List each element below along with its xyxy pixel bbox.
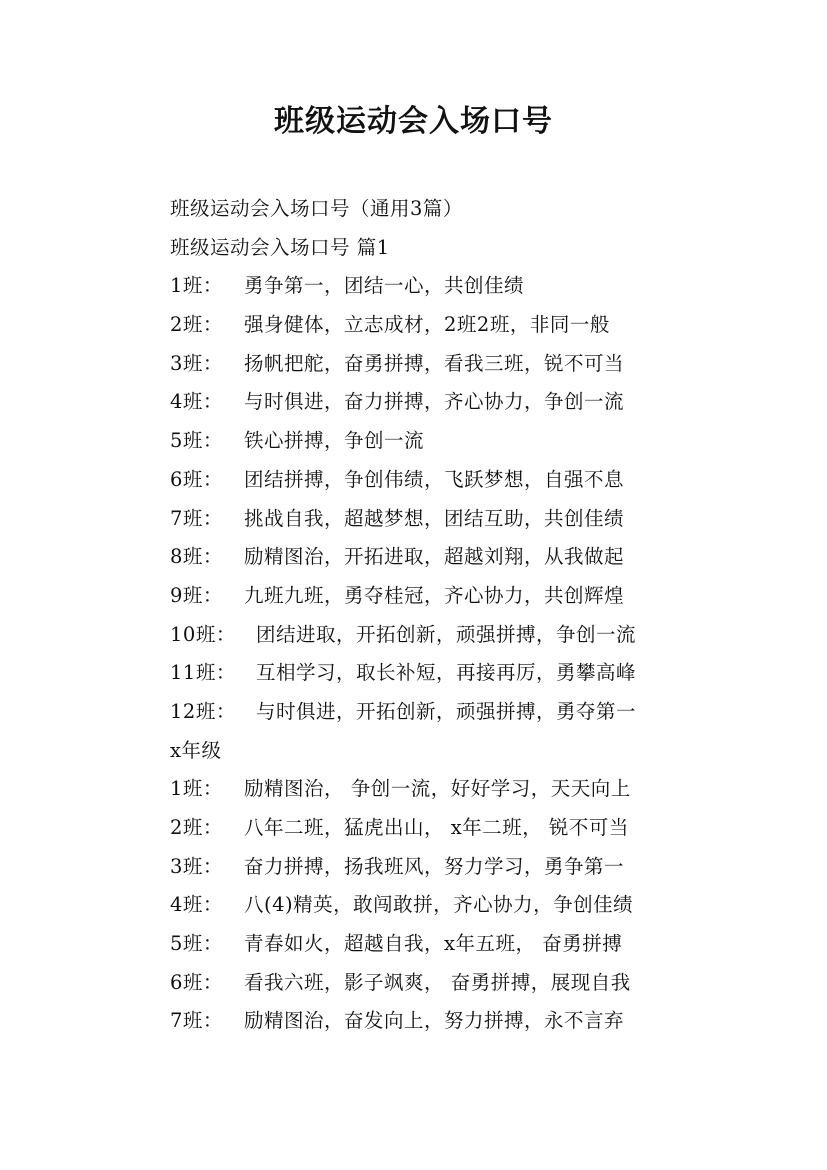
slogan-text: 八(4)精英，敢闯敢拼，齐心协力，争创佳绩	[244, 893, 634, 917]
slogan-text: 勇争第一，团结一心，共创佳绩	[244, 274, 525, 298]
class-label: 4班：	[170, 390, 223, 414]
slogan-line	[170, 538, 690, 577]
slogan-line	[170, 886, 690, 925]
slogan-line	[170, 422, 690, 461]
slogan-text: 与时俱进，开拓创新，顽强拼搏，勇夺第一	[256, 699, 637, 723]
class-label: 3班：	[170, 854, 223, 878]
class-label: 5班：	[170, 932, 223, 956]
slogan-line	[170, 267, 690, 306]
class-label: 2班：	[170, 816, 223, 839]
class-label: 2班：	[170, 313, 223, 337]
slogan-line	[170, 1002, 690, 1041]
slogan-line	[170, 693, 690, 732]
class-label: 7班：	[170, 1009, 223, 1033]
class-label: 9班：	[170, 583, 223, 607]
slogan-line	[170, 383, 690, 422]
slogan-text: 与时俱进，奋力拼搏，齐心协力，争创一流	[244, 390, 625, 414]
slogan-line	[170, 345, 690, 384]
slogan-text: 奋力拼搏，扬我班风，努力学习，勇争第一	[244, 854, 625, 878]
class-label: 1班：	[170, 777, 223, 801]
slogan-text: 青春如火，超越自我，x年五班， 奋勇拼搏	[244, 932, 623, 956]
slogan-text: 铁心拼搏，争创一流	[244, 429, 425, 453]
slogan-line	[170, 809, 690, 848]
slogan-line	[170, 500, 690, 539]
slogan-text: 励精图治，开拓进取，超越刘翔，从我做起	[244, 545, 625, 569]
slogan-line	[170, 964, 690, 1003]
slogan-line	[170, 770, 690, 809]
slogan-text: 扬帆把舵，奋勇拼搏，看我三班，锐不可当	[244, 351, 625, 375]
class-label: 5班：	[170, 429, 223, 453]
slogan-text: 八年二班，猛虎出山， x年二班， 锐不可当	[244, 816, 629, 839]
class-label: 3班：	[170, 351, 223, 375]
slogan-text: 九班九班，勇夺桂冠，齐心协力，共创辉煌	[244, 583, 625, 607]
document-body	[170, 190, 690, 1041]
class-label: 8班：	[170, 545, 223, 569]
class-label: 12班：	[170, 699, 236, 723]
intro-line: 班级运动会入场口号（通用3篇）	[170, 197, 463, 220]
slogan-text: 团结进取，开拓创新，顽强拼搏，争创一流	[256, 622, 637, 646]
slogan-line	[170, 848, 690, 887]
slogan-text: 团结拼搏，争创伟绩，飞跃梦想，自强不息	[244, 467, 625, 491]
slogan-text: 强身健体，立志成材，2班2班，非同一般	[244, 313, 610, 337]
class-label: 11班：	[170, 661, 236, 685]
slogan-line	[170, 306, 690, 345]
slogan-text: 励精图治， 争创一流，好好学习，天天向上	[244, 777, 631, 801]
slogan-text: 看我六班，影子飒爽， 奋勇拼搏，展现自我	[244, 970, 631, 994]
slogan-text: 互相学习，取长补短，再接再厉，勇攀高峰	[256, 661, 637, 685]
slogan-line	[170, 577, 690, 616]
grade-heading: x年级	[170, 738, 222, 762]
section-heading: 班级运动会入场口号 篇1	[170, 235, 390, 259]
slogan-text: 励精图治，奋发向上，努力拼搏，永不言弃	[244, 1009, 625, 1033]
slogan-text: 挑战自我，超越梦想，团结互助，共创佳绩	[244, 506, 625, 530]
slogan-line	[170, 461, 690, 500]
document-title: 班级运动会入场口号	[274, 104, 553, 139]
class-label: 10班：	[170, 622, 236, 646]
slogan-line	[170, 925, 690, 964]
class-label: 1班：	[170, 274, 223, 298]
class-label: 6班：	[170, 970, 223, 994]
slogan-line	[170, 654, 690, 693]
class-label: 4班：	[170, 893, 223, 917]
class-label: 6班：	[170, 467, 223, 491]
class-label: 7班：	[170, 506, 223, 530]
slogan-line	[170, 616, 690, 655]
